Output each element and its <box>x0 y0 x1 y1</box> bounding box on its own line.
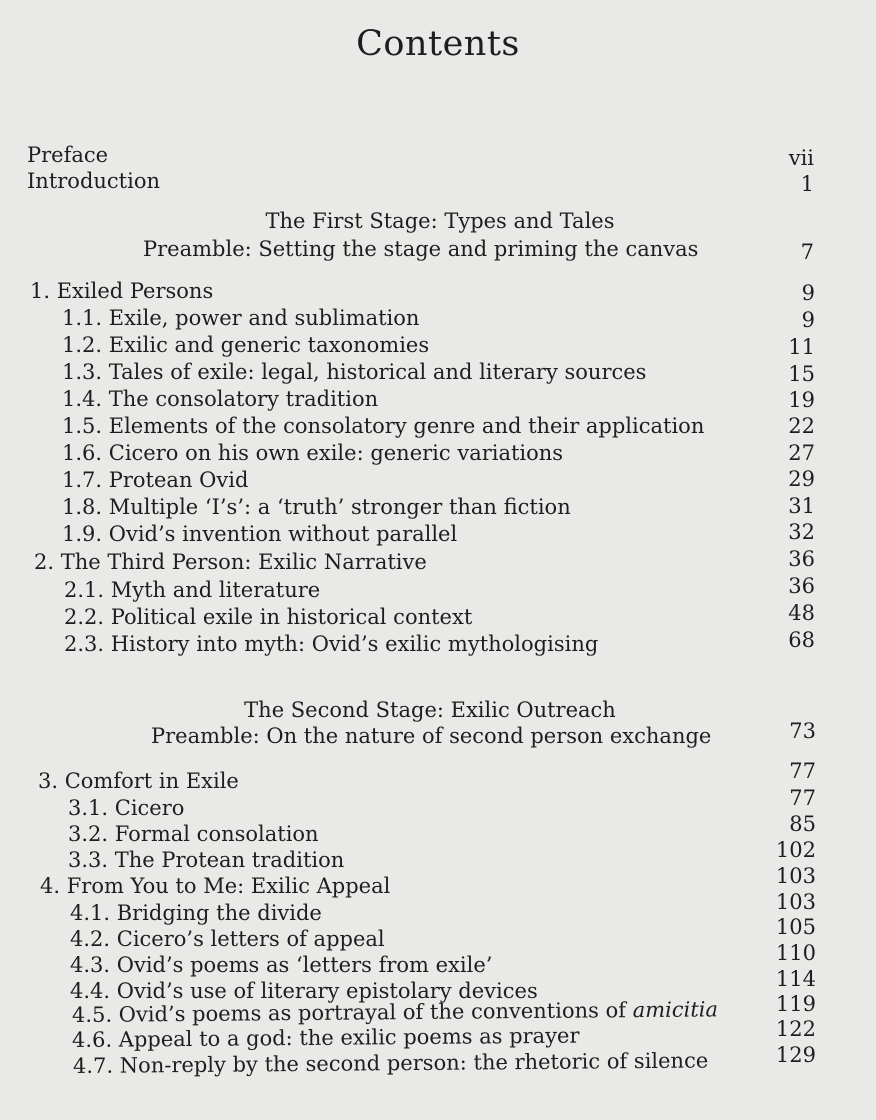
toc-entry: 3.3. The Protean tradition <box>68 848 345 872</box>
toc-entry-emphasis: amicitia <box>632 997 719 1023</box>
toc-page: 29 <box>788 467 815 491</box>
toc-page: 105 <box>775 915 816 939</box>
toc-page: 19 <box>788 388 815 412</box>
stage-heading-second: The Second Stage: Exilic Outreach <box>244 698 616 722</box>
toc-entry-introduction: Introduction <box>27 169 160 193</box>
toc-page: 36 <box>788 547 815 571</box>
toc-entry: 1. Exiled Persons <box>30 279 214 303</box>
toc-entry: 2.3. History into myth: Ovid’s exilic mythologising <box>64 632 599 656</box>
page-title: Contents <box>356 24 520 64</box>
toc-page: 36 <box>788 574 815 598</box>
toc-entry: 1.6. Cicero on his own exile: generic variations <box>62 441 564 465</box>
toc-page: 31 <box>788 494 815 518</box>
toc-entry: 2.2. Political exile in historical context <box>64 605 473 629</box>
preamble-first-page: 7 <box>800 240 814 264</box>
toc-page: 9 <box>801 281 815 305</box>
toc-page: 77 <box>789 786 816 810</box>
toc-page: 15 <box>788 362 815 386</box>
preamble-second: Preamble: On the nature of second person exchange <box>151 724 712 748</box>
toc-page: 102 <box>775 838 816 862</box>
toc-entry: 1.9. Ovid’s invention without parallel <box>62 522 458 546</box>
toc-page: 32 <box>788 520 815 544</box>
toc-entry: 4.7. Non-reply by the second person: the rhetoric of silence <box>72 1048 709 1078</box>
toc-entry: 1.4. The consolatory tradition <box>62 387 379 411</box>
preamble-second-page: 73 <box>789 719 816 743</box>
toc-entry: 1.1. Exile, power and sublimation <box>62 306 420 330</box>
toc-page: 110 <box>775 941 816 965</box>
toc-entry: 2. The Third Person: Exilic Narrative <box>34 550 427 574</box>
toc-entry: 3.2. Formal consolation <box>68 822 319 846</box>
preamble-first: Preamble: Setting the stage and priming the canvas <box>143 237 699 261</box>
toc-entry: 2.1. Myth and literature <box>64 578 321 602</box>
toc-entry: 3.1. Cicero <box>68 796 185 820</box>
toc-entry: 3. Comfort in Exile <box>38 769 239 793</box>
toc-entry-text: 4.5. Ovid’s poems as portrayal of the conventions of <box>71 998 627 1027</box>
toc-entry: 4.2. Cicero’s letters of appeal <box>70 927 385 951</box>
toc-page: 68 <box>788 628 815 652</box>
toc-entry: 1.2. Exilic and generic taxonomies <box>62 333 430 357</box>
toc-page: 27 <box>788 441 815 465</box>
toc-page: 103 <box>775 890 816 914</box>
stage-heading-first: The First Stage: Types and Tales <box>265 209 615 233</box>
toc-page: 129 <box>775 1043 816 1067</box>
toc-page: 48 <box>788 601 815 625</box>
toc-entry: 1.5. Elements of the consolatory genre and their application <box>62 414 705 438</box>
toc-page: 22 <box>788 414 815 438</box>
toc-entry: 4.1. Bridging the divide <box>70 901 322 925</box>
toc-page: 77 <box>789 759 816 783</box>
toc-entry: 4.3. Ovid’s poems as ‘letters from exile’ <box>70 953 493 977</box>
toc-entry-preface: Preface <box>27 143 109 167</box>
toc-page-preface: vii <box>788 146 814 170</box>
toc-page-introduction: 1 <box>800 172 814 196</box>
toc-entry: 1.8. Multiple ‘I’s’: a ‘truth’ stronger than fiction <box>62 495 571 519</box>
toc-page: 103 <box>775 864 816 888</box>
toc-entry: 4.4. Ovid’s use of literary epistolary devices <box>70 979 538 1003</box>
toc-page: 119 <box>775 992 816 1016</box>
toc-page: 85 <box>789 812 816 836</box>
toc-page: 114 <box>775 967 816 991</box>
toc-page: 122 <box>775 1017 816 1041</box>
toc-page: 11 <box>788 335 815 359</box>
toc-entry: 4. From You to Me: Exilic Appeal <box>40 874 391 898</box>
toc-entry: 4.6. Appeal to a god: the exilic poems as prayer <box>71 1023 580 1052</box>
toc-entry: 1.7. Protean Ovid <box>62 468 249 492</box>
toc-page: 9 <box>801 308 815 332</box>
toc-entry: 1.3. Tales of exile: legal, historical and literary sources <box>62 360 647 384</box>
